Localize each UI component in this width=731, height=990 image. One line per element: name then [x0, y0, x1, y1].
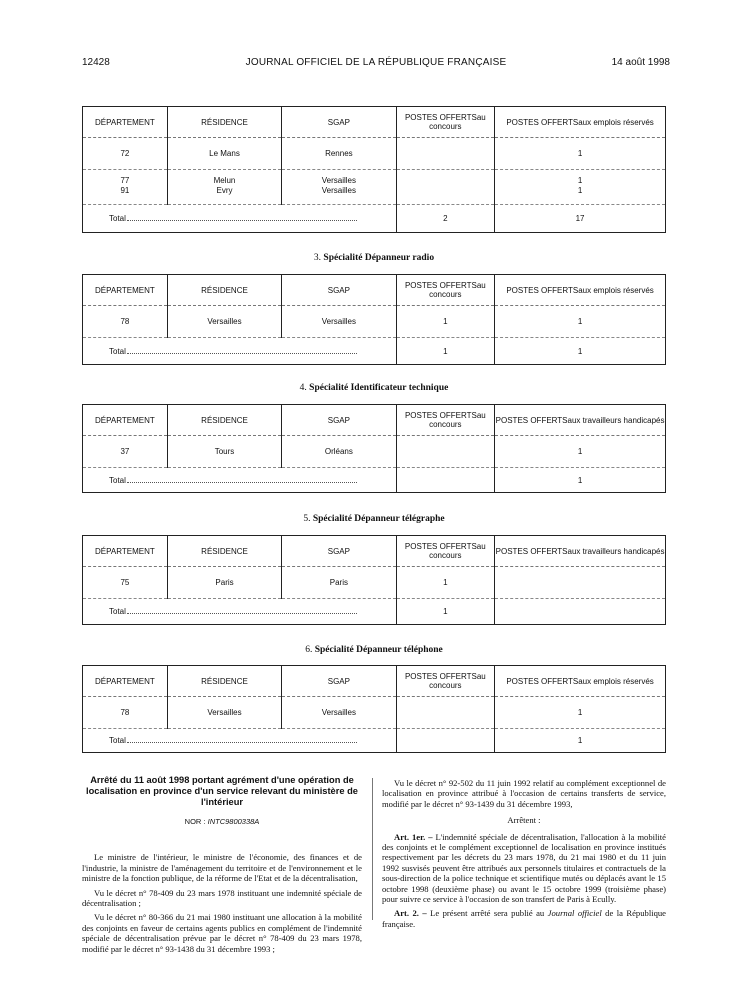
- journal-title: JOURNAL OFFICIEL DE LA RÉPUBLIQUE FRANÇAISE: [245, 57, 507, 68]
- page-number: 12428: [82, 57, 110, 68]
- col-postes-concours: POSTES OFFERTSau concours: [396, 107, 495, 138]
- table-positions-6: DÉPARTEMENT RÉSIDENCE SGAP POSTES OFFERTSau concours POSTES OFFERTSaux emplois réservés 78 Versailles Versailles 1 Total 1: [82, 665, 666, 753]
- table-positions-4: DÉPARTEMENT RÉSIDENCE SGAP POSTES OFFERTSau concours POSTES OFFERTSaux travailleurs handicapés 37 Tours Orléans 1 Total 1: [82, 404, 666, 493]
- paragraph-ministers: Le ministre de l'intérieur, le ministre de l'économie, des finances et de l'industrie, la ministre de l'aménagement du territoire et de l'environnement et le ministre de la fonction publique, de la réforme de l'Etat et de la décentralisation,: [82, 852, 362, 884]
- total-row: Total 1: [83, 599, 666, 625]
- left-column: [82, 775, 362, 958]
- total-row: Total 1: [83, 729, 666, 753]
- paragraph-vu-2: Vu le décret n° 80-366 du 21 mai 1980 instituant une allocation à la mobilité des conjoints en faveur de certains agents publics en complément de l'indemnité spéciale de décentralisation prévue par le décret n° 78-409 du 23 mars 1978, modifié par le décret n° 93-1438 du 31 décembre 1993 ;: [82, 912, 362, 954]
- column-divider: [372, 778, 373, 920]
- col-departement: DÉPARTEMENT: [83, 107, 168, 138]
- section-title-3: 3. Spécialité Dépanneur radio: [313, 253, 435, 263]
- section-title-4: 4. Spécialité Identificateur technique: [299, 383, 449, 393]
- issue-date: 14 août 1998: [611, 57, 670, 68]
- table-row: 75 Paris Paris 1: [83, 567, 666, 599]
- table-row: 72 Le Mans Rennes 1: [83, 138, 666, 170]
- col-residence: RÉSIDENCE: [167, 107, 281, 138]
- paragraph-vu-3: Vu le décret n° 92-502 du 11 juin 1992 relatif au complément exceptionnel de localisation en province attribué à l'occasion de certains transferts de service, modifié par le décret n° 93-1439 du 31 décembre 1993,: [382, 778, 666, 809]
- nor-reference: NOR : INTC9800338A: [184, 817, 260, 826]
- article-2: Art. 2. – Le présent arrêté sera publié au Journal officiel de la République française.: [382, 908, 666, 929]
- col-postes-reserves: POSTES OFFERTSaux emplois réservés: [495, 107, 666, 138]
- table-positions-1: [82, 106, 666, 233]
- table-row: 37 Tours Orléans 1: [83, 436, 666, 468]
- table-positions-5: DÉPARTEMENT RÉSIDENCE SGAP POSTES OFFERTSau concours POSTES OFFERTSaux travailleurs handicapés 75 Paris Paris 1 Total 1: [82, 535, 666, 625]
- right-column: [382, 778, 666, 933]
- page-header: [82, 57, 670, 71]
- table-row: 78 Versailles Versailles 1: [83, 697, 666, 729]
- arrete-title: Arrêté du 11 août 1998 portant agrément d'une opération de localisation en province d'un service relevant du ministère de l'intérieur: [86, 775, 358, 807]
- section-title-6: 6. Spécialité Dépanneur téléphone: [305, 645, 443, 655]
- paragraph-vu-1: Vu le décret n° 78-409 du 23 mars 1978 instituant une indemnité spéciale de décentralisation ;: [82, 887, 362, 909]
- total-row: Total 2 17: [83, 204, 666, 232]
- table-row: 77 91 Melun Evry Versailles Versailles 1 1: [83, 170, 666, 197]
- total-row: Total 1: [83, 468, 666, 493]
- section-title-5: 5. Spécialité Dépanneur télégraphe: [303, 514, 445, 524]
- total-row: Total 1 1: [83, 338, 666, 365]
- table-positions-3: DÉPARTEMENT RÉSIDENCE SGAP POSTES OFFERTSau concours POSTES OFFERTSaux emplois réservés 78 Versailles Versailles 1 1 Total 1 1: [82, 274, 666, 365]
- col-sgap: SGAP: [282, 107, 396, 138]
- article-1: Art. 1er. – L'indemnité spéciale de décentralisation, l'allocation à la mobilité des conjoints et le complément exceptionnel de localisation en province institués respectivement par les décrets du 23 mars 1978, du 21 mai 1980 et du 11 juin 1992 susvisés peuvent être attribués aux personnels titulaires et contractuels de la sous-direction de la police technique et scientifique mutés ou déplacés avant le 15 octobre 1998 (deuxième phase) ou avant le 15 octobre 1999 (troisième phase) pour suivre ce service à l'occasion de son transfert de Paris à Ecully.: [382, 831, 666, 905]
- table-row: 78 Versailles Versailles 1 1: [83, 306, 666, 338]
- arretent-heading: Arrêtent :: [507, 815, 541, 826]
